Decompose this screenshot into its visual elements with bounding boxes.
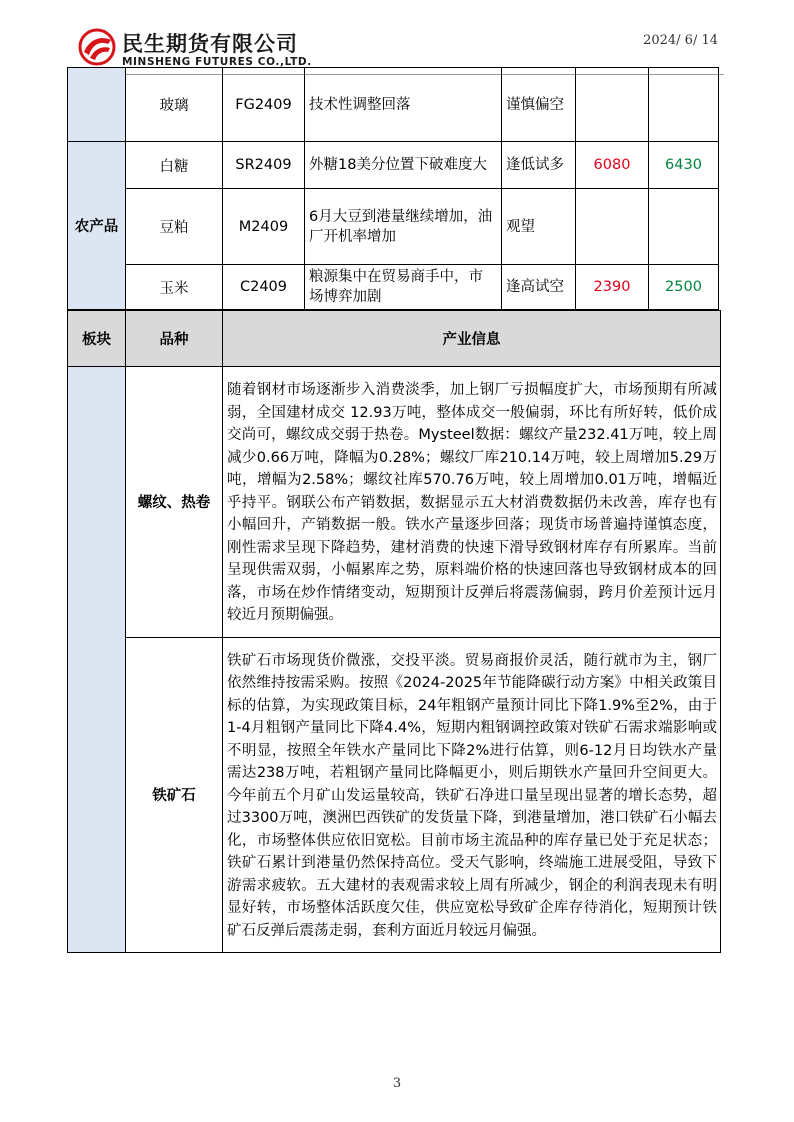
table-row (68, 367, 721, 638)
resistance-price (649, 68, 719, 142)
support-price (576, 189, 649, 265)
contract-code: M2409 (223, 189, 305, 265)
futures-strategy-table (67, 67, 719, 310)
market-view: 粮源集中在贸易商手中，市场博弈加剧 (305, 265, 502, 310)
table-row (68, 637, 721, 953)
variety-name: 玉米 (126, 265, 223, 310)
strategy: 观望 (502, 189, 576, 265)
resistance-price: 2500 (649, 265, 719, 310)
variety-name: 铁矿石 (126, 637, 223, 953)
resistance-price (649, 189, 719, 265)
company-name-cn: 民生期货有限公司 (122, 32, 298, 56)
header-sector: 板块 (68, 311, 126, 367)
strategy: 谨慎偏空 (502, 68, 576, 142)
strategy: 逢高试空 (502, 265, 576, 310)
market-view: 外糖18美分位置下破难度大 (305, 142, 502, 189)
header-variety: 品种 (126, 311, 223, 367)
industry-info-table (67, 310, 721, 953)
industry-info-text: 铁矿石市场现货价微涨，交投平淡。贸易商报价灵活，随行就市为主，钢厂依然维持按需采购。按照《2024-2025年节能降碳行动方案》中相关政策目标的估算，为实现政策目标，24年粗钢产量预计同比下降1.9%至2%，由于1-4月粗钢产量同比下降4.4%，短期内粗钢调控政策对铁矿石需求端影响或不明显，按照全年铁水产量同比下降2%进行估算，则6-12月日均铁水产量需达238万吨，若粗钢产量同比降幅更小，则后期铁水产量回升空间更大。今年前五个月矿山发运量较高，铁矿石净进口量呈现出显著的增长态势，超过3300万吨，澳洲巴西铁矿的发货量下降，到港量增加，港口铁矿石小幅去化，市场整体供应依旧宽松。目前市场主流品种的库存量已处于充足状态；铁矿石累计到港量仍然保持高位。受天气影响，终端施工进展受阻，导致下游需求疲软。五大建材的表观需求较上周有所减少，钢企的利润表现未有明显好转，市场整体活跃度欠佳，供应宽松导致矿企库存待消化，短期预计铁矿石反弹后震荡走弱，套利方面近月较远月偏强。 (223, 637, 721, 953)
support-price: 6080 (576, 142, 649, 189)
company-name-en: MINSHENG FUTURES CO.,LTD. (122, 56, 312, 68)
page-header (0, 0, 794, 76)
minsheng-logo-icon (78, 28, 116, 66)
variety-name: 螺纹、热卷 (126, 367, 223, 638)
variety-name: 白糖 (126, 142, 223, 189)
table-row (68, 68, 719, 142)
report-date: 2024/ 6/ 14 (643, 33, 718, 48)
section-cell-blank (68, 367, 126, 953)
page-number: 3 (392, 1076, 402, 1091)
section-label: 农产品 (68, 142, 126, 310)
table-row (68, 142, 719, 189)
market-view: 6月大豆到港量继续增加，油厂开机率增加 (305, 189, 502, 265)
industry-info-text: 随着钢材市场逐渐步入消费淡季，加上钢厂亏损幅度扩大，市场预期有所减弱，全国建材成交 12.93万吨，整体成交一般偏弱，环比有所好转，低价成交尚可，螺纹成交弱于热卷。Mysteel数据：螺纹产量232.41万吨，较上周减少0.66万吨，降幅为0.28%；螺纹厂库210.14万吨，较上周增加5.29万吨，增幅为2.58%；螺纹社库570.76万吨，较上周增加0.01万吨，增幅近乎持平。钢联公布产销数据，数据显示五大材消费数据仍未改善，库存也有小幅回升，产销数据一般。铁水产量逐步回落；现货市场普遍持谨慎态度，刚性需求呈现下降趋势，建材消费的快速下滑导致钢材库存有所累库。当前呈现供需双弱，小幅累库之势，原料端价格的快速回落也导致钢材成本的回落，市场在炒作情绪变动，短期预计反弹后将震荡偏弱，跨月价差预计远月较近月预期偏强。 (223, 367, 721, 638)
section-cell-continued (68, 68, 126, 142)
variety-name: 玻璃 (126, 68, 223, 142)
variety-name: 豆粕 (126, 189, 223, 265)
contract-code: C2409 (223, 265, 305, 310)
header-info: 产业信息 (223, 311, 721, 367)
strategy: 逢低试多 (502, 142, 576, 189)
table-header-row (68, 311, 721, 367)
support-price (576, 68, 649, 142)
market-view: 技术性调整回落 (305, 68, 502, 142)
table-row (68, 265, 719, 310)
support-price: 2390 (576, 265, 649, 310)
table-row (68, 189, 719, 265)
resistance-price: 6430 (649, 142, 719, 189)
contract-code: FG2409 (223, 68, 305, 142)
contract-code: SR2409 (223, 142, 305, 189)
